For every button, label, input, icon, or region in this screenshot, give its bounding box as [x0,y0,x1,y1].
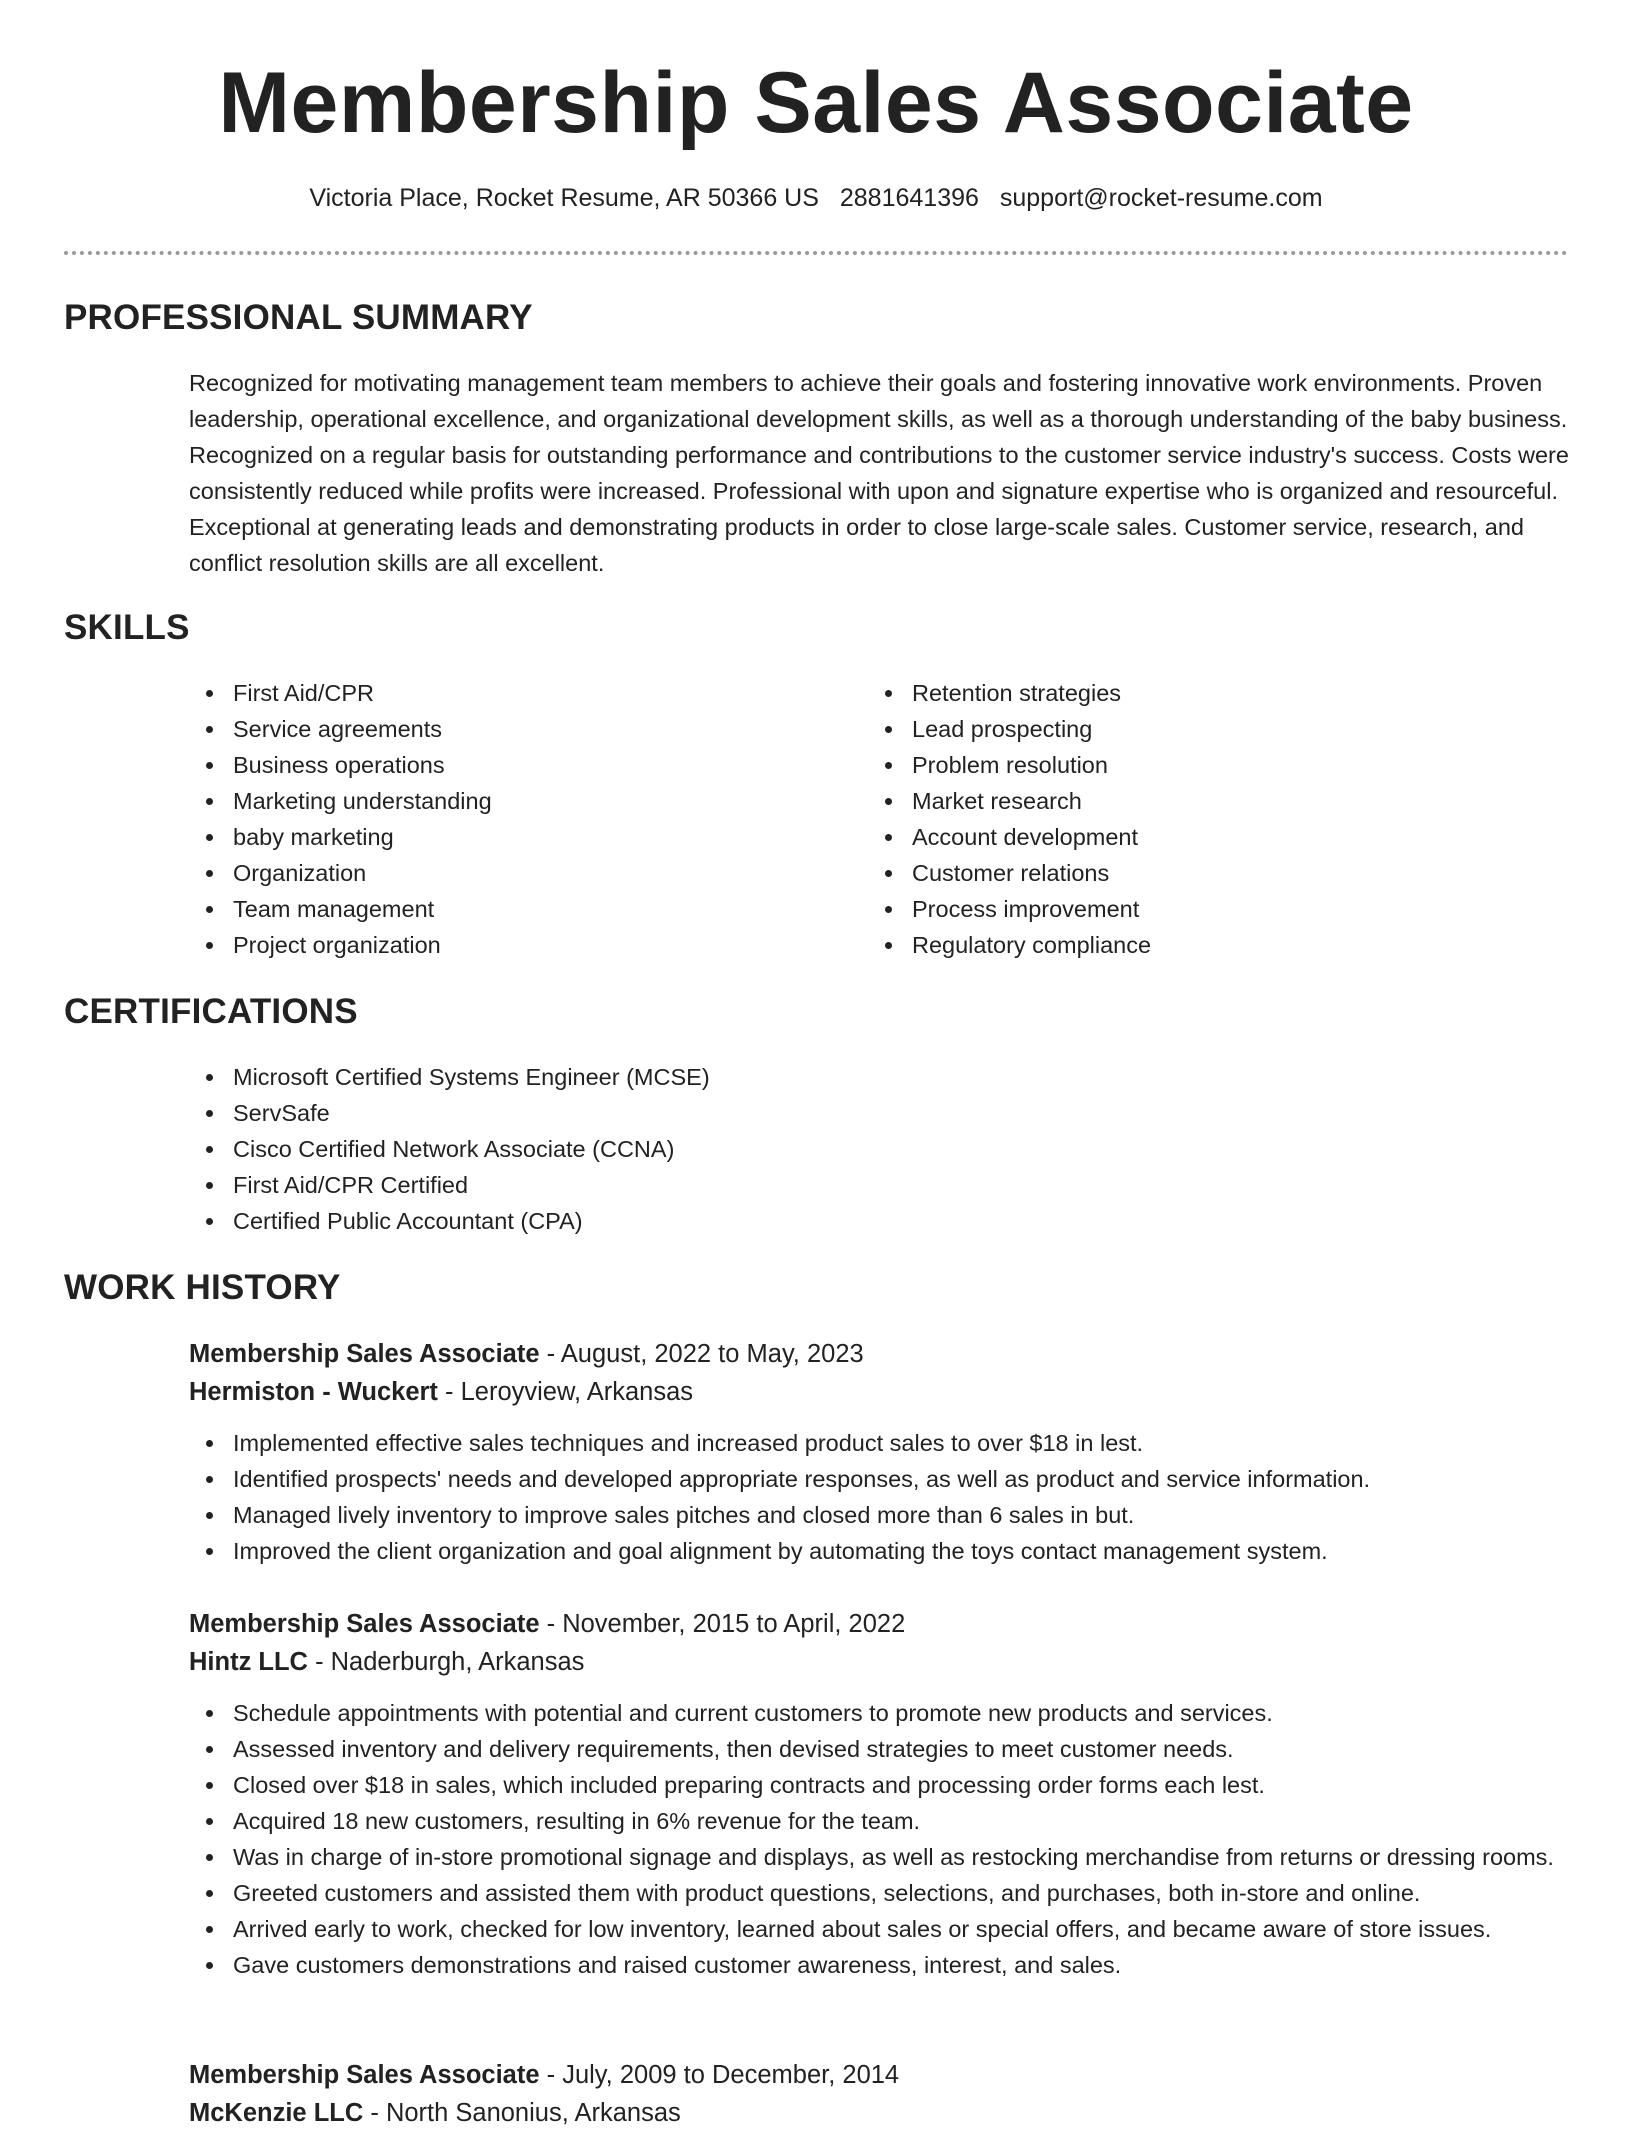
job-bullet: Acquired 18 new customers, resulting in 6% revenue for the team. [189,1803,1579,1839]
skills-heading: SKILLS [64,608,190,647]
job-entry [189,1605,1579,1983]
skill-item: Process improvement [868,891,1508,927]
certification-item: Cisco Certified Network Associate (CCNA) [189,1131,1189,1167]
job-bullet: Arrived early to work, checked for low inventory, learned about sales or special offers, and became aware of store issues. [189,1911,1579,1947]
skill-item: Retention strategies [868,675,1508,711]
candidate-name: Membership Sales Associate [218,55,1414,151]
certifications-heading: CERTIFICATIONS [64,992,358,1031]
job-bullet: Closed over $18 in sales, which included preparing contracts and processing order forms each lest. [189,1767,1579,1803]
contact-address: Victoria Place, Rocket Resume, AR 50366 US [309,184,819,212]
job-role: Membership Sales Associate [189,1610,540,1638]
job-bullet: Was in charge of in-store promotional signage and displays, as well as restocking merchandise from returns or dressing rooms. [189,1839,1579,1875]
job-role: Membership Sales Associate [189,1340,540,1368]
skill-item: First Aid/CPR [189,675,829,711]
skill-item: Market research [868,783,1508,819]
job-dates: - July, 2009 to December, 2014 [539,2061,900,2089]
skill-item: Project organization [189,927,829,963]
job-bullet: Managed lively inventory to improve sales pitches and closed more than 6 sales in but. [189,1497,1579,1533]
job-location: - Leroyview, Arkansas [437,1378,694,1406]
job-dates: - August, 2022 to May, 2023 [539,1340,864,1368]
skills-list-left [189,675,829,963]
contact-email: support@rocket-resume.com [999,184,1323,212]
work-history-heading: WORK HISTORY [64,1268,341,1307]
skill-item: Service agreements [189,711,829,747]
job-entry [189,2056,1579,2132]
job-bullet: Improved the client organization and goal alignment by automating the toys contact management system. [189,1533,1579,1569]
certification-item: ServSafe [189,1095,1189,1131]
job-company-line [189,2094,1579,2132]
job-company: Hermiston - Wuckert [189,1378,438,1406]
header-divider [64,251,1568,255]
skills-list-right [868,675,1508,963]
job-location: - Naderburgh, Arkansas [307,1648,585,1676]
skill-item: Regulatory compliance [868,927,1508,963]
job-company: McKenzie LLC [189,2099,364,2127]
job-bullet: Implemented effective sales techniques and increased product sales to over $18 in lest. [189,1425,1579,1461]
job-title-line [189,2056,1579,2094]
job-company: Hintz LLC [189,1648,308,1676]
job-location: - North Sanonius, Arkansas [363,2099,681,2127]
skill-item: Business operations [189,747,829,783]
certification-item: Microsoft Certified Systems Engineer (MCSE) [189,1059,1189,1095]
job-company-line [189,1373,1579,1411]
certifications-list [189,1059,1189,1239]
job-bullet: Gave customers demonstrations and raised customer awareness, interest, and sales. [189,1947,1579,1983]
skill-item: baby marketing [189,819,829,855]
skill-item: Team management [189,891,829,927]
job-title-line [189,1605,1579,1643]
job-bullets [0,1425,1579,1569]
job-bullet: Greeted customers and assisted them with product questions, selections, and purchases, both in-store and online. [189,1875,1579,1911]
job-bullets [0,1695,1579,1983]
skill-item: Marketing understanding [189,783,829,819]
job-bullet: Identified prospects' needs and developed appropriate responses, as well as product and service information. [189,1461,1579,1497]
skill-item: Problem resolution [868,747,1508,783]
skill-item: Account development [868,819,1508,855]
certification-item: Certified Public Accountant (CPA) [189,1203,1189,1239]
skill-item: Customer relations [868,855,1508,891]
skill-item: Organization [189,855,829,891]
job-bullet: Assessed inventory and delivery requirements, then devised strategies to meet customer needs. [189,1731,1579,1767]
job-role: Membership Sales Associate [189,2061,540,2089]
job-entry [189,1335,1579,1569]
job-title-line [189,1335,1579,1373]
job-bullet: Schedule appointments with potential and current customers to promote new products and services. [189,1695,1579,1731]
contact-line [0,182,1632,215]
summary-heading: PROFESSIONAL SUMMARY [64,298,533,337]
job-company-line [189,1643,1579,1681]
job-dates: - November, 2015 to April, 2022 [539,1610,906,1638]
contact-phone: 2881641396 [839,184,979,212]
certification-item: First Aid/CPR Certified [189,1167,1189,1203]
summary-text: Recognized for motivating management team members to achieve their goals and fostering innovative work environments. Proven leadership, operational excellence, and organizational development skills, as well as a thorough understanding of the baby business. Recognized on a regular basis for outstanding performance and contributions to the customer service industry's success. Costs were consistently reduced while profits were increased. Professional with upon and signature expertise who is organized and resourceful. Exceptional at generating leads and demonstrating products in order to close large-scale sales. Customer service, research, and conflict resolution skills are all excellent. [189,370,1569,576]
skill-item: Lead prospecting [868,711,1508,747]
